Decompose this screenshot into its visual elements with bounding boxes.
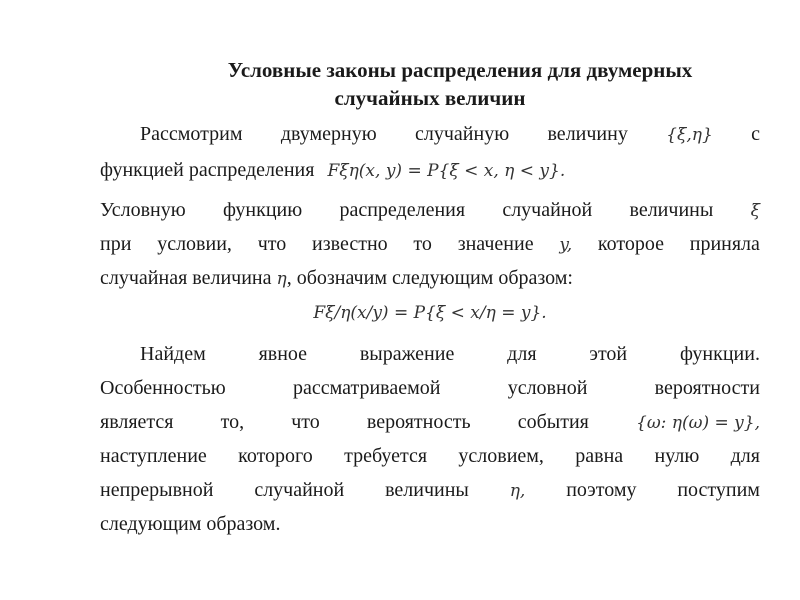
word: наступление bbox=[100, 445, 207, 467]
word: которого bbox=[238, 445, 313, 467]
word: что bbox=[291, 411, 320, 433]
p2-line-3 bbox=[100, 264, 760, 293]
word: то bbox=[413, 233, 432, 255]
word: условием, bbox=[458, 445, 544, 467]
word: поэтому bbox=[566, 479, 637, 501]
word: вероятности bbox=[654, 377, 760, 399]
p3-line-6: следующим образом. bbox=[100, 513, 281, 535]
math-random-vector: {ξ,η} bbox=[666, 125, 713, 145]
word: величины bbox=[629, 199, 714, 221]
word: то, bbox=[220, 411, 245, 433]
math-conditional-distribution: Fξ/η(x/y) = P{ξ < x/η = y}. bbox=[313, 303, 547, 323]
word: для bbox=[730, 445, 760, 467]
p3-line-1 bbox=[100, 340, 760, 368]
math-distribution-function: Fξη(x, y) = P{ξ < x, η < y}. bbox=[327, 161, 566, 181]
p2-formula bbox=[100, 298, 760, 327]
p2-line-2 bbox=[100, 230, 760, 259]
word: Особенностью bbox=[100, 377, 226, 399]
word: события bbox=[517, 411, 589, 433]
math-eta: η, bbox=[509, 481, 526, 501]
word: для bbox=[507, 343, 537, 365]
word: которое bbox=[597, 233, 664, 255]
word: двумерную bbox=[280, 123, 377, 145]
word: непрерывной bbox=[100, 479, 214, 501]
word: этой bbox=[589, 343, 628, 365]
word: условной bbox=[507, 377, 588, 399]
word: является bbox=[100, 411, 174, 433]
word: случайной bbox=[254, 479, 345, 501]
word: функцию bbox=[222, 199, 303, 221]
word: Условную bbox=[100, 199, 186, 221]
p3-line-4 bbox=[100, 442, 760, 470]
word: величину bbox=[547, 123, 628, 145]
text: , обозначим следующим образом: bbox=[286, 267, 573, 289]
word: функции. bbox=[679, 343, 760, 365]
word: случайной bbox=[502, 199, 593, 221]
word: что bbox=[257, 233, 287, 255]
word: величины bbox=[385, 479, 469, 501]
word: условии, bbox=[157, 233, 232, 255]
word: приняла bbox=[689, 233, 760, 255]
text: функцией распределения bbox=[100, 159, 315, 181]
p1-line-2 bbox=[100, 156, 760, 185]
word: значение bbox=[457, 233, 534, 255]
math-event: {ω: η(ω) = y}, bbox=[636, 413, 760, 433]
word: при bbox=[100, 233, 132, 255]
math-y: y, bbox=[559, 235, 573, 255]
word: вероятность bbox=[366, 411, 471, 433]
p3-line-2 bbox=[100, 374, 760, 402]
word: выражение bbox=[359, 343, 455, 365]
word: известно bbox=[312, 233, 388, 255]
word: нулю bbox=[654, 445, 700, 467]
p3-line-5 bbox=[100, 476, 760, 505]
word: распределения bbox=[339, 199, 466, 221]
p3-line-3 bbox=[100, 408, 760, 437]
word: случайную bbox=[415, 123, 510, 145]
math-xi: ξ bbox=[750, 201, 760, 221]
word: Найдем bbox=[140, 343, 206, 365]
title-line-2: случайных величин bbox=[334, 86, 526, 110]
word: поступим bbox=[677, 479, 760, 501]
p2-line-1 bbox=[100, 196, 760, 225]
word: равна bbox=[575, 445, 624, 467]
p1-line-1 bbox=[100, 120, 760, 149]
word: требуется bbox=[344, 445, 428, 467]
math-eta: η bbox=[276, 269, 287, 289]
word: рассматриваемой bbox=[292, 377, 441, 399]
word: явное bbox=[258, 343, 308, 365]
text: случайная величина bbox=[100, 267, 272, 289]
word: Рассмотрим bbox=[140, 123, 243, 145]
word: с bbox=[751, 123, 760, 145]
title-line-1: Условные законы распределения для двумерных bbox=[227, 58, 693, 82]
